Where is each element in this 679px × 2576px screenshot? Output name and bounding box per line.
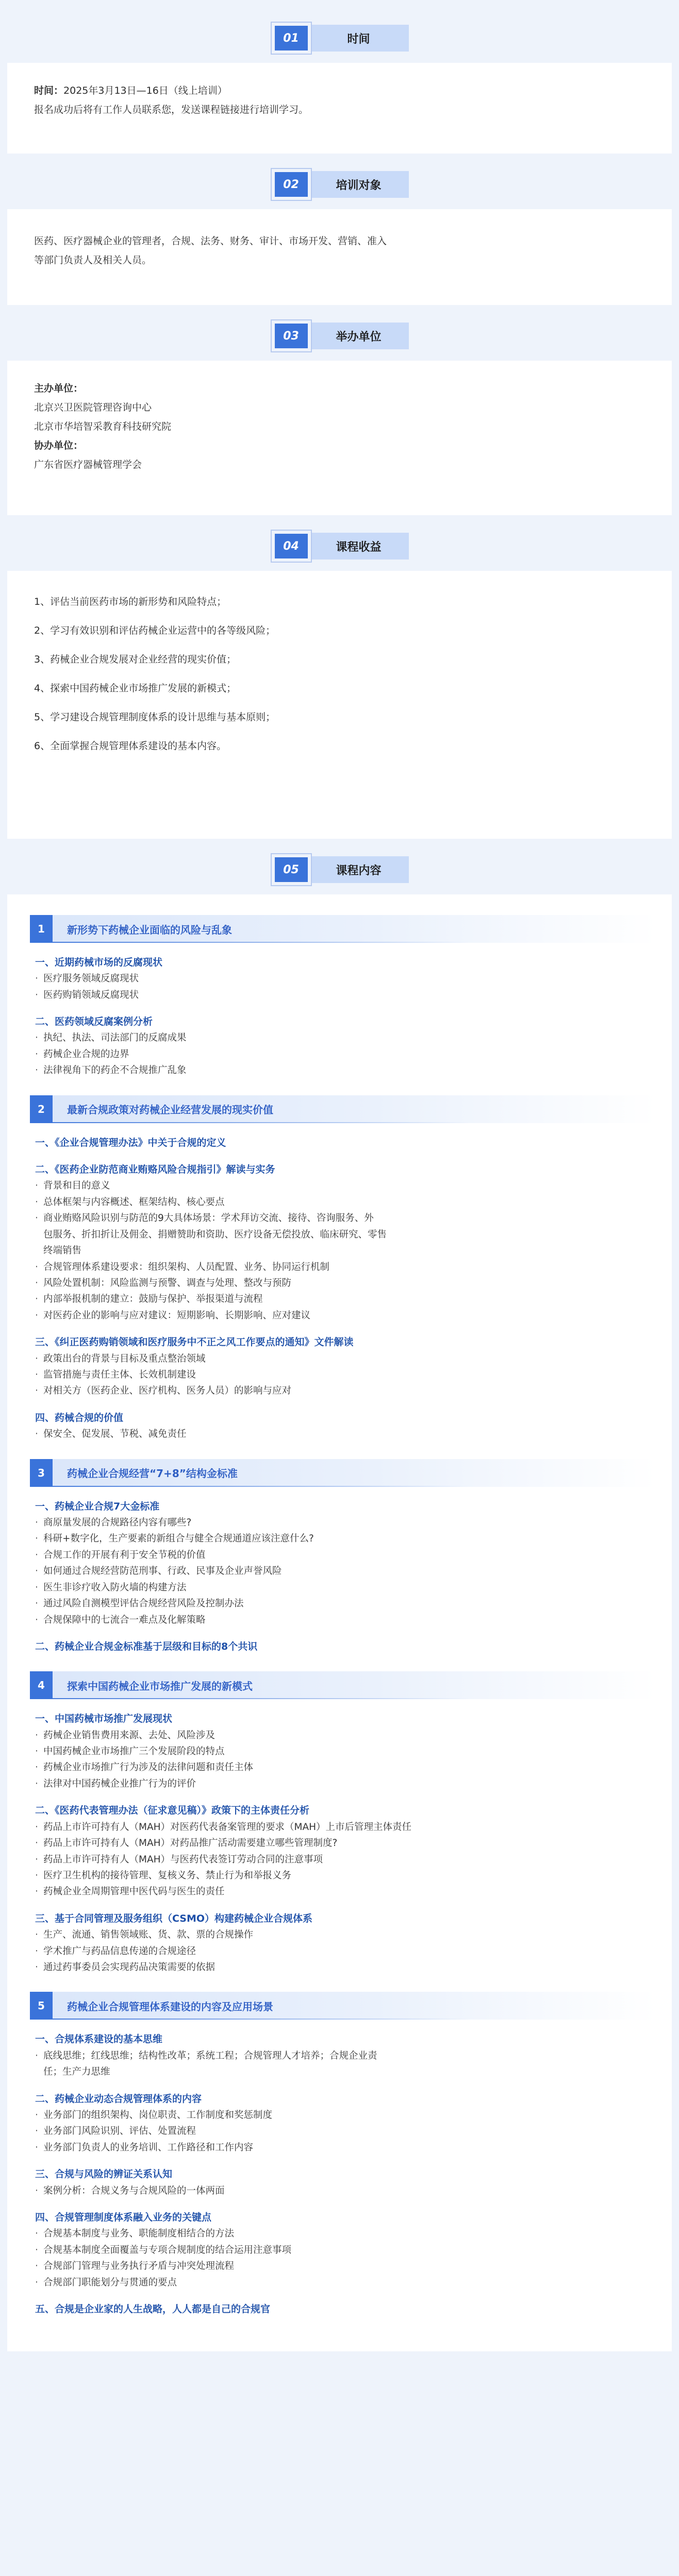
module-item: · 风险处置机制：风险监测与预警、调查与处理、整改与预防 <box>35 1275 653 1291</box>
module-item: · 对医药企业的影响与应对建议：短期影响、长期影响、应对建议 <box>35 1308 653 1324</box>
section-header-time <box>0 19 679 58</box>
module-title: 新形势下药械企业面临的风险与乱象 <box>67 923 232 936</box>
module-item: · 合规基本制度全面覆盖与专项合规制度的结合运用注意事项 <box>35 2242 653 2258</box>
co-host-1: 广东省医疗器械管理学会 <box>34 459 142 471</box>
module-item: · 医药购销领域反腐现状 <box>35 987 653 1003</box>
module-item: · 商业贿赂风险识别与防范的9大具体场景：学术拜访交流、接待、咨询服务、外 <box>35 1210 653 1226</box>
section-number-frame <box>271 319 312 352</box>
module-title: 药械企业合规管理体系建设的内容及应用场景 <box>67 2000 273 2013</box>
module-header <box>30 1671 656 1699</box>
section-title: 课程收益 <box>311 533 409 560</box>
section-header-benefits <box>0 527 679 566</box>
module-item: · 如何通过合规经营防范刑事、行政、民事及企业声誉风险 <box>35 1563 653 1579</box>
module-item: · 法律对中国药械企业推广行为的评价 <box>35 1776 653 1792</box>
section-number: 04 <box>275 534 308 558</box>
module-number: 4 <box>30 1671 53 1699</box>
benefits-card <box>7 571 672 839</box>
co-host-label: 协办单位： <box>34 440 84 452</box>
module-item: · 合规工作的开展有利于安全节税的价值 <box>35 1547 653 1563</box>
section-number: 05 <box>275 857 308 882</box>
course-module <box>30 1095 656 1443</box>
module-item: · 医疗服务领域反腐现状 <box>35 971 653 987</box>
host-label: 主办单位： <box>34 383 84 394</box>
module-item: · 合规部门职能划分与贯通的要点 <box>35 2275 653 2291</box>
module-item: · 合规保障中的七流合一难点及化解策略 <box>35 1612 653 1628</box>
module-header <box>30 915 656 943</box>
module-item: · 底线思维；红线思维；结构性改革；系统工程；合规管理人才培养；合规企业责 <box>35 2048 653 2064</box>
section-badge <box>271 319 409 352</box>
module-body <box>30 1487 656 1655</box>
module-item: 包服务、折扣折让及佣金、捐赠赞助和资助、医疗设备无偿投放、临床研究、零售 <box>43 1229 387 1240</box>
module-item: · 药品上市许可持有人（MAH）对医药代表备案管理的要求（MAH）上市后管理主体责任 <box>35 1819 653 1835</box>
module-item: 终端销售 <box>43 1245 82 1257</box>
module-item: · 保安全、促发展、节税、减免责任 <box>35 1426 653 1442</box>
module-item: · 医生非诊疗收入防火墙的构建方法 <box>35 1580 653 1596</box>
module-subheading: 三、《纠正医药购销领域和医疗服务中不正之风工作要点的通知》文件解读 <box>35 1336 354 1348</box>
module-list <box>30 915 656 2317</box>
section-badge <box>271 530 409 563</box>
module-item: · 案例分析：合规义务与合规风险的一体两面 <box>35 2183 653 2199</box>
module-item: · 法律视角下的药企不合规推广乱象 <box>35 1062 653 1078</box>
module-item: · 生产、流通、销售领域账、货、款、票的合规操作 <box>35 1927 653 1943</box>
section-title: 课程内容 <box>311 856 409 883</box>
module-header <box>30 1992 656 2020</box>
benefit-item: 5、学习建设合规管理制度体系的设计思维与基本原则； <box>34 711 276 723</box>
module-item: · 药品上市许可持有人（MAH）与医药代表签订劳动合同的注意事项 <box>35 1852 653 1868</box>
module-title: 药械企业合规经营“7+8”结构金标准 <box>67 1467 238 1480</box>
section-number: 01 <box>275 26 308 50</box>
module-header <box>30 1095 656 1123</box>
module-item: · 执纪、执法、司法部门的反腐成果 <box>35 1030 653 1046</box>
module-item: · 业务部门的组织架构、岗位职责、工作制度和奖惩制度 <box>35 2107 653 2123</box>
course-module <box>30 1992 656 2317</box>
module-subheading: 二、《医药代表管理办法（征求意见稿）》政策下的主体责任分析 <box>35 1805 310 1817</box>
section-number-frame <box>271 168 312 201</box>
section-number: 03 <box>275 324 308 348</box>
module-item: 任；生产力思维 <box>43 2066 110 2078</box>
module-item: · 通过药事委员会实现药品决策需要的依据 <box>35 1959 653 1975</box>
module-item: · 合规管理体系建设要求：组织架构、人员配置、业务、协同运行机制 <box>35 1259 653 1275</box>
module-body <box>30 943 656 1079</box>
section-title: 举办单位 <box>311 323 409 349</box>
benefit-item: 2、学习有效识别和评估药械企业运营中的各等级风险； <box>34 625 276 637</box>
module-subheading: 三、合规与风险的辨证关系认知 <box>35 2168 173 2180</box>
section-number-frame <box>271 530 312 563</box>
time-value: 2025年3月13日—16日（线上培训） <box>63 85 227 96</box>
section-header-content <box>0 850 679 889</box>
time-card <box>7 63 672 154</box>
module-item: · 药械企业合规的边界 <box>35 1046 653 1062</box>
module-item: · 背景和目的意义 <box>35 1178 653 1194</box>
module-subheading: 一、《企业合规管理办法》中关于合规的定义 <box>35 1137 226 1148</box>
module-subheading: 一、合规体系建设的基本思维 <box>35 2033 163 2045</box>
module-item: · 内部举报机制的建立：鼓励与保护、举报渠道与流程 <box>35 1291 653 1307</box>
module-item: · 商原量发展的合规路径内容有哪些? <box>35 1515 653 1531</box>
module-item: · 医疗卫生机构的接待管理、复核义务、禁止行为和举报义务 <box>35 1868 653 1884</box>
course-module <box>30 915 656 1079</box>
module-item: · 药械企业销售费用来源、去处、风险涉及 <box>35 1727 653 1743</box>
module-item: · 科研+数字化，生产要素的新组合与健全合规通道应该注意什么? <box>35 1531 653 1547</box>
host-1: 北京兴卫医院管理咨询中心 <box>34 402 152 414</box>
module-subheading: 一、近期药械市场的反腐现状 <box>35 957 163 968</box>
section-number-frame <box>271 853 312 886</box>
module-number: 1 <box>30 915 53 943</box>
module-subheading: 四、合规管理制度体系融入业务的关键点 <box>35 2211 212 2223</box>
section-header-organizers <box>0 316 679 355</box>
module-item: · 对相关方（医药企业、医疗机构、医务人员）的影响与应对 <box>35 1383 653 1399</box>
section-badge <box>271 168 409 201</box>
module-item: · 合规基本制度与业务、职能制度相结合的方法 <box>35 2226 653 2242</box>
course-module <box>30 1671 656 1975</box>
section-number-frame <box>271 22 312 55</box>
time-note: 报名成功后将有工作人员联系您，发送课程链接进行培训学习。 <box>34 104 309 116</box>
course-content-card <box>7 894 672 2351</box>
course-module <box>30 1459 656 1655</box>
module-item: · 业务部门风险识别、评估、处置流程 <box>35 2123 653 2139</box>
module-number: 5 <box>30 1992 53 2020</box>
module-title: 探索中国药械企业市场推广发展的新模式 <box>67 1680 253 1692</box>
module-subheading: 三、基于合同管理及服务组织（CSMO）构建药械企业合规体系 <box>35 1912 313 1924</box>
module-number: 2 <box>30 1095 53 1123</box>
section-title: 时间 <box>311 25 409 52</box>
module-item: · 通过风险自测模型评估合规经营风险及控制办法 <box>35 1596 653 1612</box>
organizers-card <box>7 361 672 515</box>
module-subheading: 一、药械企业合规7大金标准 <box>35 1500 160 1512</box>
module-item: · 中国药械企业市场推广三个发展阶段的特点 <box>35 1743 653 1759</box>
audience-line-2: 等部门负责人及相关人员。 <box>34 255 152 266</box>
section-title: 培训对象 <box>311 171 409 198</box>
benefit-item: 3、药械企业合规发展对企业经营的现实价值； <box>34 654 237 666</box>
module-item: · 监管措施与责任主体、长效机制建设 <box>35 1367 653 1383</box>
module-item: · 政策出台的背景与目标及重点整治领域 <box>35 1351 653 1367</box>
module-subheading: 四、药械合规的价值 <box>35 1412 124 1423</box>
benefit-item: 4、探索中国药械企业市场推广发展的新模式； <box>34 683 237 694</box>
section-badge <box>271 853 409 886</box>
module-body <box>30 2020 656 2317</box>
section-badge <box>271 22 409 55</box>
module-number: 3 <box>30 1459 53 1487</box>
module-item: · 药品上市许可持有人（MAH）对药品推广活动需要建立哪些管理制度? <box>35 1835 653 1851</box>
module-subheading: 五、合规是企业家的人生战略，人人都是自己的合规官 <box>35 2303 271 2315</box>
benefit-item: 1、评估当前医药市场的新形势和风险特点； <box>34 596 227 607</box>
module-subheading: 二、药械企业动态合规管理体系的内容 <box>35 2093 202 2105</box>
module-item: · 业务部门负责人的业务培训、工作路径和工作内容 <box>35 2140 653 2156</box>
host-2: 北京市华培智采教育科技研究院 <box>34 421 172 433</box>
module-item: · 学术推广与药品信息传递的合规途径 <box>35 1943 653 1959</box>
module-title: 最新合规政策对药械企业经营发展的现实价值 <box>67 1104 273 1116</box>
module-body <box>30 1123 656 1443</box>
module-item: · 合规部门管理与业务执行矛盾与冲突处理流程 <box>35 2258 653 2274</box>
module-subheading: 二、医药领域反腐案例分析 <box>35 1016 153 1028</box>
section-number: 02 <box>275 172 308 197</box>
section-header-audience <box>0 165 679 204</box>
module-item: · 总体框架与内容概述、框架结构、核心要点 <box>35 1194 653 1210</box>
module-subheading: 二、《医药企业防范商业贿赂风险合规指引》解读与实务 <box>35 1164 275 1176</box>
time-label: 时间： <box>34 85 64 96</box>
module-item: · 药械企业市场推广行为涉及的法律问题和责任主体 <box>35 1759 653 1775</box>
module-item: · 药械企业全周期管理中医代码与医生的责任 <box>35 1884 653 1900</box>
module-subheading: 二、药械企业合规金标准基于层级和目标的8个共识 <box>35 1641 258 1653</box>
audience-card <box>7 209 672 305</box>
module-body <box>30 1699 656 1975</box>
benefit-item: 6、全面掌握合规管理体系建设的基本内容。 <box>34 740 227 752</box>
module-header <box>30 1459 656 1487</box>
audience-line-1: 医药、医疗器械企业的管理者，合规、法务、财务、审计、市场开发、营销、准入 <box>34 235 387 247</box>
module-subheading: 一、中国药械市场推广发展现状 <box>35 1713 173 1725</box>
